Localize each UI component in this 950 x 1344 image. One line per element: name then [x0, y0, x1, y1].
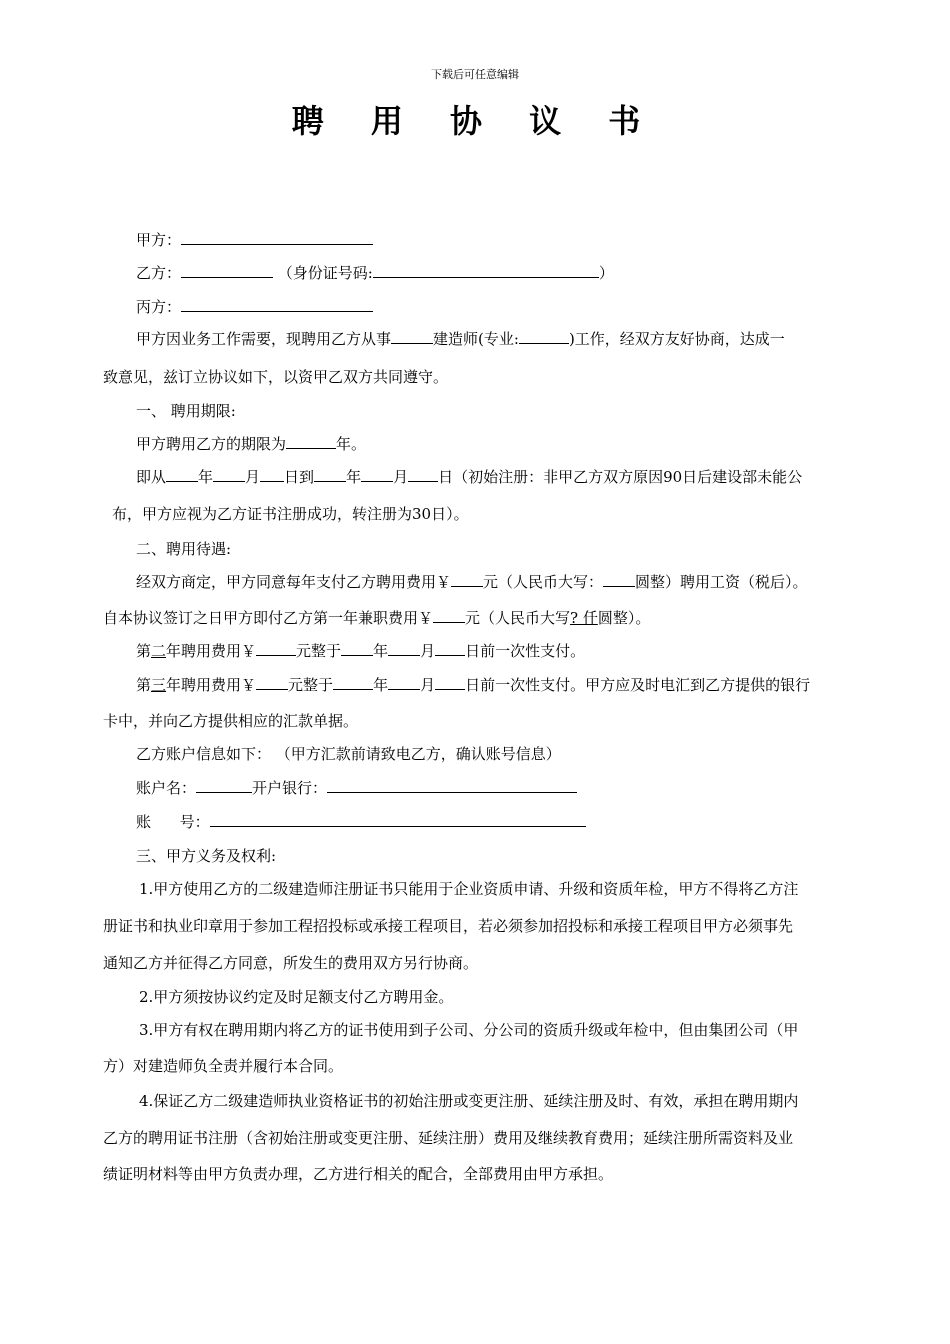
first-year-words: ? 仟 — [570, 609, 598, 627]
account-name-label: 账户名： — [136, 779, 197, 797]
specialty-blank[interactable] — [519, 329, 569, 344]
year2-month: 月 — [420, 642, 436, 660]
intro-text-a: 甲方因业务工作需要，现聘用乙方从事 — [136, 330, 392, 348]
first-year-text-a: 自本协议签订之日甲方即付乙方第一年兼职费用￥ — [103, 609, 434, 627]
intro-text-c: )工作，经双方友好协商，达成一 — [568, 330, 785, 348]
bank-label: 开户银行： — [252, 779, 328, 797]
header-note: 下载后可任意编辑 — [431, 68, 519, 81]
party-yi-blank[interactable] — [181, 263, 273, 278]
fee-text-c: 圆整）聘用工资（税后）。 — [635, 573, 808, 591]
period-month-1: 月 — [245, 468, 261, 486]
year3-line — [136, 675, 810, 695]
year3-di: 第 — [136, 676, 152, 694]
occupation-blank[interactable] — [391, 329, 433, 344]
remit-line: 卡中，并向乙方提供相应的汇款单据。 — [103, 712, 359, 730]
year3-month-blank[interactable] — [388, 675, 420, 690]
fee-text-a: 经双方商定，甲方同意每年支付乙方聘用费用￥ — [136, 573, 452, 591]
party-bing-line — [136, 297, 373, 317]
year3-month: 月 — [420, 676, 436, 694]
year2-fee-blank[interactable] — [256, 641, 296, 656]
party-bing-blank[interactable] — [181, 297, 373, 312]
year3-text-c: 元整于 — [288, 676, 334, 694]
year2-text-b: 年聘用费用￥ — [166, 642, 257, 660]
year2-end: 日前一次性支付。 — [465, 642, 586, 660]
first-year-text-b: 元（人民币大写 — [465, 609, 571, 627]
year3-end: 日前一次性支付。甲方应及时电汇到乙方提供的银行 — [465, 676, 811, 694]
clause-1-line-1: 1.甲方使用乙方的二级建造师注册证书只能用于企业资质申请、升级和资质年检，甲方不得将乙方注 — [139, 880, 799, 898]
account-info-line: 乙方账户信息如下： （甲方汇款前请致电乙方，确认账号信息） — [136, 745, 561, 763]
year2-year-blank[interactable] — [341, 641, 373, 656]
bank-blank[interactable] — [327, 778, 577, 793]
end-year-blank[interactable] — [314, 467, 346, 482]
intro-line-1 — [136, 329, 785, 349]
party-yi-id-blank[interactable] — [373, 263, 599, 278]
year3-num: 三 — [151, 676, 167, 694]
clause-1-line-3: 通知乙方并征得乙方同意，所发生的费用双方另行协商。 — [103, 954, 479, 972]
party-yi-label: 乙方： — [136, 264, 182, 282]
first-year-fee-blank[interactable] — [433, 608, 465, 623]
year3-fee-blank[interactable] — [256, 675, 288, 690]
term-text-b: 年。 — [336, 435, 367, 453]
clause-4-line-3: 绩证明材料等由甲方负责办理，乙方进行相关的配合，全部费用由甲方承担。 — [103, 1165, 614, 1183]
annual-fee-words-blank[interactable] — [603, 572, 635, 587]
period-line-cont: 布，甲方应视为乙方证书注册成功，转注册为30日）。 — [112, 505, 469, 523]
intro-text-b: 建造师(专业: — [433, 330, 519, 348]
party-bing-label: 丙方： — [136, 298, 182, 316]
clause-4-line-2: 乙方的聘用证书注册（含初始注册或变更注册、延续注册）费用及继续教育费用；延续注册所需资料及业 — [103, 1129, 794, 1147]
party-jia-blank[interactable] — [181, 230, 373, 245]
year3-text-b: 年聘用费用￥ — [166, 676, 257, 694]
term-text-a: 甲方聘用乙方的期限为 — [136, 435, 287, 453]
clause-2: 2.甲方须按协议约定及时足额支付乙方聘用金。 — [139, 988, 454, 1006]
end-day-blank[interactable] — [408, 467, 438, 482]
clause-3-line-1: 3.甲方有权在聘用期内将乙方的证书使用到子公司、分公司的资质升级或年检中，但由集团公司（甲 — [139, 1021, 799, 1039]
party-yi-line — [136, 263, 614, 283]
clause-1-line-2: 册证书和执业印章用于参加工程招投标或承接工程项目，若必须参加招投标和承接工程项目甲方必须事先 — [103, 917, 794, 935]
start-year-blank[interactable] — [166, 467, 198, 482]
first-year-text-c: 圆整）。 — [597, 609, 651, 627]
intro-line-2: 致意见，兹订立协议如下，以资甲乙双方共同遵守。 — [103, 368, 449, 386]
fee-text-b: 元（人民币大写： — [483, 573, 604, 591]
clause-4-line-1: 4.保证乙方二级建造师执业资格证书的初始注册或变更注册、延续注册及时、有效，承担在聘用期内 — [139, 1092, 799, 1110]
period-month-2: 月 — [393, 468, 409, 486]
year2-num: 二 — [151, 642, 167, 660]
start-month-blank[interactable] — [213, 467, 245, 482]
term-line — [136, 434, 366, 454]
account-name-blank[interactable] — [196, 778, 252, 793]
section1-heading: 一、 聘用期限: — [136, 402, 236, 420]
year2-text-c: 元整于 — [296, 642, 342, 660]
party-yi-id-label: （身份证号码: — [277, 264, 373, 282]
end-month-blank[interactable] — [361, 467, 393, 482]
account-number-blank[interactable] — [210, 812, 586, 827]
period-year-2: 年 — [346, 468, 362, 486]
fee-line-2 — [103, 608, 650, 628]
period-from: 即从 — [136, 468, 167, 486]
party-yi-id-close: ） — [598, 264, 614, 282]
period-day-note: 日（初始注册：非甲乙方双方原因90日后建设部未能公 — [438, 468, 803, 486]
document-title: 聘 用 协 议 书 — [291, 102, 659, 140]
account-number-label: 账 号： — [136, 813, 210, 831]
year2-day-blank[interactable] — [435, 641, 465, 656]
party-jia-line — [136, 230, 373, 250]
section3-heading: 三、甲方义务及权利: — [136, 847, 277, 865]
year2-line — [136, 641, 585, 661]
annual-fee-blank[interactable] — [451, 572, 483, 587]
account-number-line — [136, 812, 586, 832]
section2-heading: 二、聘用待遇: — [136, 540, 232, 558]
clause-3-line-2: 方）对建造师负全责并履行本合同。 — [103, 1057, 344, 1075]
period-day-to: 日到 — [284, 468, 315, 486]
year2-month-blank[interactable] — [388, 641, 420, 656]
party-jia-label: 甲方： — [136, 231, 182, 249]
year2-di: 第 — [136, 642, 152, 660]
year3-year: 年 — [373, 676, 389, 694]
year3-day-blank[interactable] — [435, 675, 465, 690]
period-year-1: 年 — [198, 468, 214, 486]
year3-year-blank[interactable] — [333, 675, 373, 690]
fee-line-1 — [136, 572, 808, 592]
start-day-blank[interactable] — [260, 467, 284, 482]
period-line — [136, 467, 802, 487]
term-years-blank[interactable] — [286, 434, 336, 449]
account-name-line — [136, 778, 577, 798]
year2-year: 年 — [373, 642, 389, 660]
